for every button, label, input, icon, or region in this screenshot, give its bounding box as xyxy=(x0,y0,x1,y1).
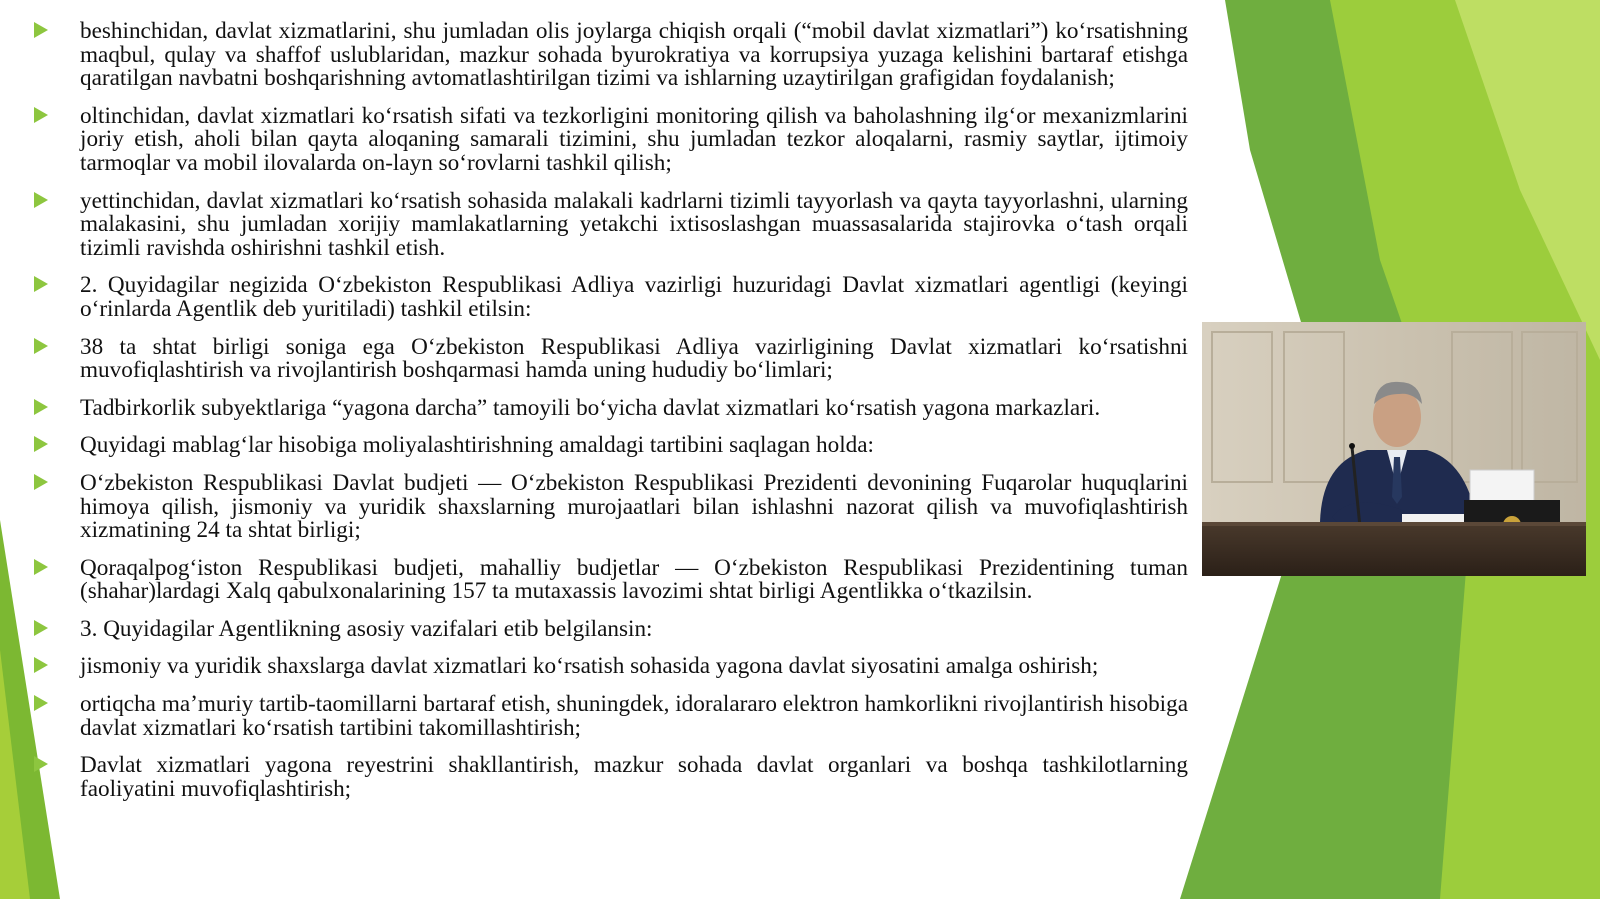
paragraph-text: 2. Quyidagilar negizida Oʻzbekiston Respublikasi Adliya vazirligi huzuridagi Davlat xizmatlari agentligi (keyingi oʻrinlarda Agentlik deb yuritiladi) tashkil etilsin: xyxy=(80,272,1188,322)
bullet-paragraph xyxy=(34,102,1188,176)
green-triangle-bullet-icon xyxy=(34,276,48,292)
paragraph-text: ortiqcha maʼmuriy tartib-taomillarni bartaraf etish, shuningdek, idoralararo elektron hamkorlikni rivojlantirish hisobiga davlat xizmatlari koʻrsatish tartibini takomillashtirish; xyxy=(80,691,1188,741)
green-triangle-bullet-icon xyxy=(34,22,48,38)
paragraph-text: Quyidagi mablagʻlar hisobiga moliyalashtirishning amaldagi tartibini saqlagan holda: xyxy=(80,432,874,459)
bullet-paragraph xyxy=(34,615,1188,642)
green-triangle-bullet-icon xyxy=(34,436,48,452)
paragraph-text: Qoraqalpogʻiston Respublikasi budjeti, mahalliy budjetlar — Oʻzbekiston Respublikasi Prezidentining tuman (shahar)lardagi Xalq qabulxonalarining 157 ta mutaxassis lavozimi shtat birligi Agentlikka oʻtkazilsin. xyxy=(80,554,1188,605)
slide-text-body xyxy=(34,20,1188,815)
paragraph-text: 3. Quyidagilar Agentlikning asosiy vazifalari etib belgilansin: xyxy=(80,615,653,642)
paragraph-text: yettinchidan, davlat xizmatlari koʻrsatish sohasida malakali kadrlarni tizimli tayyorlash va qayta tayyorlashni, ularning malakasini, shu jumladan xorijiy mamlakatlarning yetakchi ixtisoslashgan muassasalarida stajirovka oʻtash orqali tizimli ravishda oshirishni tashkil etish. xyxy=(80,187,1188,261)
green-triangle-bullet-icon xyxy=(34,399,48,415)
green-triangle-bullet-icon xyxy=(34,620,48,636)
bullet-paragraph xyxy=(34,434,1188,458)
paragraph-text: Tadbirkorlik subyektlariga “yagona darcha” tamoyili boʻyicha davlat xizmatlari koʻrsatish yagona markazlari. xyxy=(80,394,1101,421)
bullet-paragraph xyxy=(34,693,1188,740)
paragraph-text: Davlat xizmatlari yagona reyestrini shakllantirish, mazkur sohada davlat organlari va boshqa tashkilotlarning faoliyatini muvofiqlashtirish; xyxy=(80,752,1188,802)
bullet-paragraph xyxy=(34,754,1188,801)
bullet-paragraph xyxy=(34,333,1188,384)
paragraph-text: 38 ta shtat birligi soniga ega Oʻzbekiston Respublikasi Adliya vazirligining Davlat xizmatlari koʻrsatishni muvofiqlashtirish va rivojlantirish boshqarmasi hamda uning hududiy boʻlimlari; xyxy=(80,333,1188,384)
green-triangle-bullet-icon xyxy=(34,695,48,711)
bullet-paragraph xyxy=(34,655,1188,679)
bullet-paragraph xyxy=(34,394,1188,421)
green-triangle-bullet-icon xyxy=(34,107,48,123)
bullet-paragraph xyxy=(34,469,1188,544)
photo-illustration xyxy=(1202,322,1586,576)
bullet-paragraph xyxy=(34,274,1188,321)
paragraph-text: beshinchidan, davlat xizmatlarini, shu jumladan olis joylarga chiqish orqali (“mobil davlat xizmatlari”) koʻrsatishning maqbul, qulay va shaffof uslublaridan, mazkur sohada byurokratiya va korrupsiya yuzaga kelishini bartaraf etishga qaratilgan navbatni boshqarishning avtomatlashtirilgan tizimi va ishlarning uzaytirilgan grafigidan foydalanish; xyxy=(80,18,1188,92)
green-triangle-bullet-icon xyxy=(34,192,48,208)
green-triangle-bullet-icon xyxy=(34,474,48,490)
paragraph-text: jismoniy va yuridik shaxslarga davlat xizmatlari koʻrsatish sohasida yagona davlat siyosatini amalga oshirish; xyxy=(80,653,1099,680)
green-triangle-bullet-icon xyxy=(34,756,48,772)
bullet-paragraph xyxy=(34,554,1188,605)
bullet-paragraph xyxy=(34,20,1188,91)
bullet-paragraph xyxy=(34,187,1188,261)
paragraph-text: oltinchidan, davlat xizmatlari koʻrsatish sifati va tezkorligini monitoring qilish va baholashning ilgʻor mexanizmlarini joriy etish, aholi bilan qayta aloqaning samarali tizimini, shu jumladan tezkor aloqalarni, rasmiy saytlar, ijtimoiy tarmoqlar va mobil ilovalarda on-layn soʻrovlarni tashkil qilish; xyxy=(80,102,1188,176)
green-triangle-bullet-icon xyxy=(34,338,48,354)
green-triangle-bullet-icon xyxy=(34,657,48,673)
photo-official-signing-document xyxy=(1202,322,1586,576)
green-triangle-bullet-icon xyxy=(34,559,48,575)
paragraph-text: Oʻzbekiston Respublikasi Davlat budjeti — Oʻzbekiston Respublikasi Prezidenti devonining Fuqarolar huquqlarini himoya qilish, jismoniy va yuridik shaxslarning murojaatlari bilan ishlashni nazorat qilish va muvofiqlashtirish xizmatining 24 ta shtat birligi; xyxy=(80,469,1188,544)
